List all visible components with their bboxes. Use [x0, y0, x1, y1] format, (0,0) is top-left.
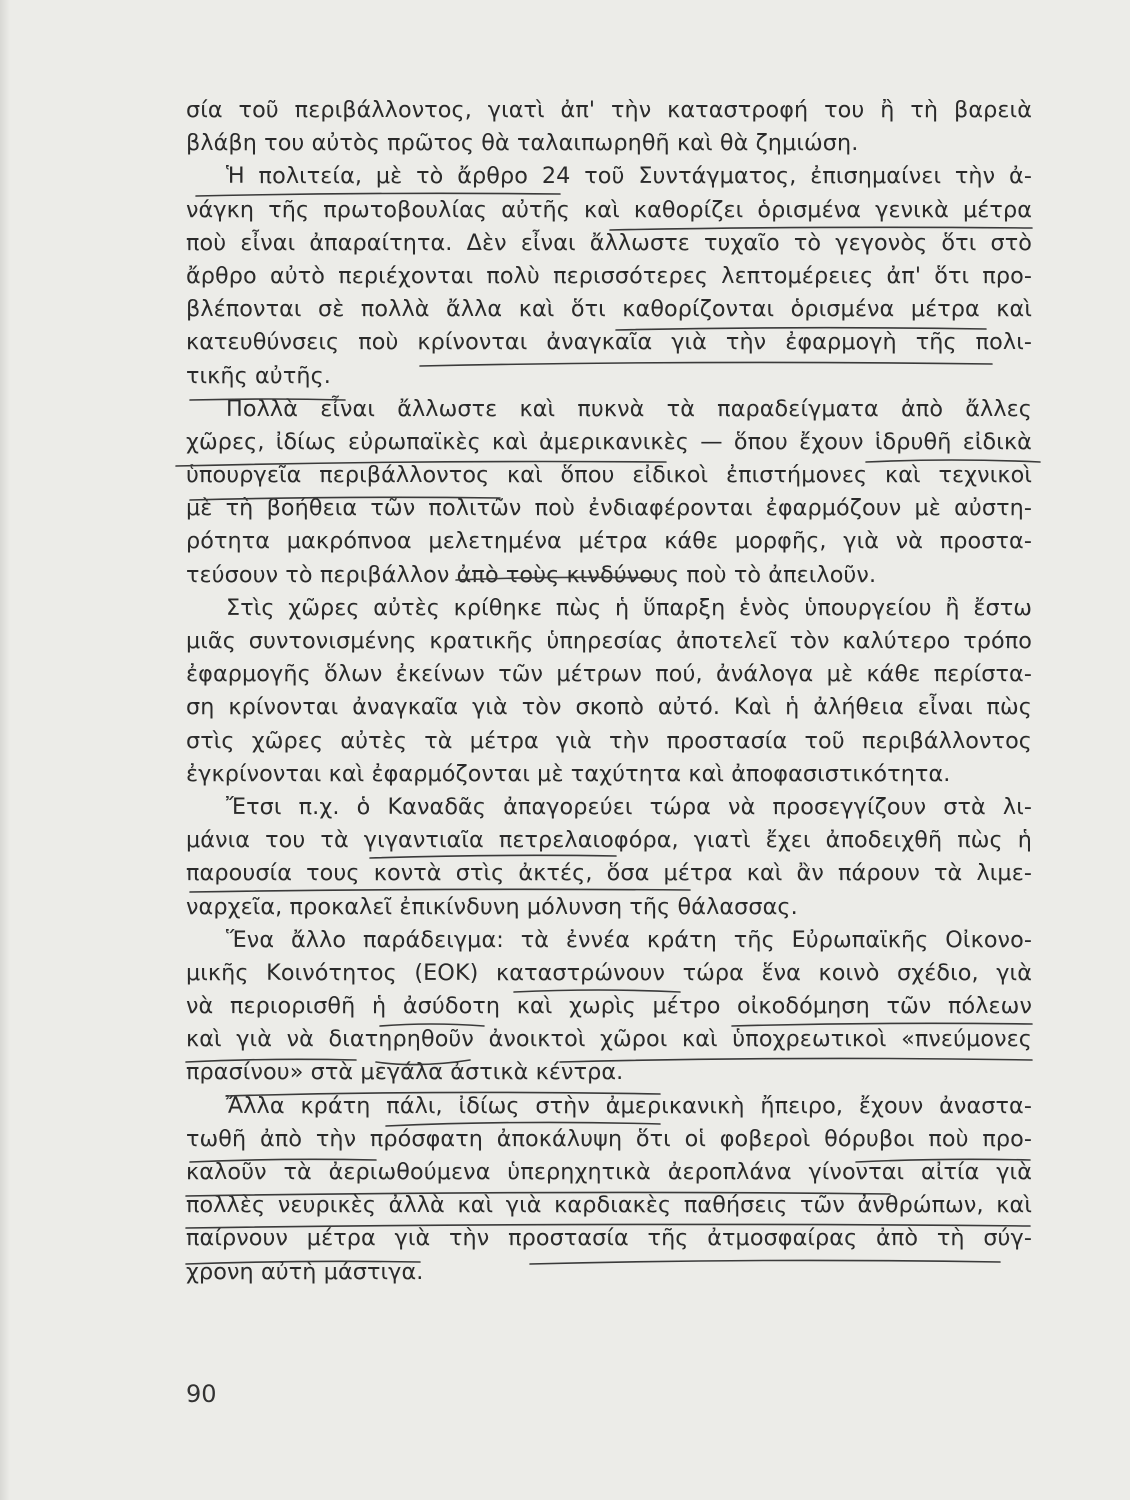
text-line: παίρνουν μέτρα γιὰ τὴν προστασία τῆς ἀτμοσφαίρας ἀπὸ τὴ σύγ- [186, 1225, 1032, 1252]
text-line: μάνια του τὰ γιγαντιαῖα πετρελαιοφόρα, γιατὶ ἔχει ἀποδειχθῆ πὼς ἡ [186, 827, 1032, 854]
paragraph-5 [186, 791, 1032, 924]
text-line: κατευθύνσεις ποὺ κρίνονται ἀναγκαῖα γιὰ τὴν ἐφαρμογὴ τῆς πολι- [186, 329, 1032, 356]
text-line: ἐφαρμογῆς ὅλων ἐκείνων τῶν μέτρων πού, ἀνάλογα μὲ κάθε περίστα- [186, 661, 1032, 688]
paragraph-7 [186, 1090, 1032, 1289]
text-line: νὰ περιορισθῆ ἡ ἀσύδοτη καὶ χωρὶς μέτρο οἰκοδόμηση τῶν πόλεων [186, 993, 1032, 1020]
text-line: μὲ τὴ βοήθεια τῶν πολιτῶν ποὺ ἐνδιαφέρονται ἐφαρμόζουν μὲ αὐστη- [186, 495, 1032, 522]
text-line: ἄρθρο αὐτὸ περιέχονται πολὺ περισσότερες λεπτομέρειες ἀπ' ὅτι προ- [186, 262, 1032, 289]
text-line: παρουσία τους κοντὰ στὶς ἀκτές, ὅσα μέτρα καὶ ἂν πάρουν τὰ λιμε- [186, 860, 1032, 887]
text-line: ὑπουργεῖα περιβάλλοντος καὶ ὅπου εἰδικοὶ ἐπιστήμονες καὶ τεχνικοὶ [186, 462, 1032, 489]
text-line: πολλὲς νευρικὲς ἀλλὰ καὶ γιὰ καρδιακὲς παθήσεις τῶν ἀνθρώπων, καὶ [186, 1192, 1032, 1219]
text-line: Στὶς χῶρες αὐτὲς κρίθηκε πὼς ἡ ὕπαρξη ἑνὸς ὑπουργείου ἢ ἔστω [226, 594, 1032, 621]
text-line: μιᾶς συντονισμένης κρατικῆς ὑπηρεσίας ἀποτελεῖ τὸν καλύτερο τρόπο [186, 628, 1032, 654]
text-line: ποὺ εἶναι ἀπαραίτητα. Δὲν εἶναι ἄλλωστε τυχαῖο τὸ γεγονὸς ὅτι στὸ [186, 229, 1032, 256]
paragraph-3 [186, 393, 1032, 592]
text-line: Ἡ πολιτεία, μὲ τὸ ἄρθρο 24 τοῦ Συντάγματος, ἐπισημαίνει τὴν ἀ- [226, 163, 1032, 190]
text-line: Ἕνα ἄλλο παράδειγμα: τὰ ἐννέα κράτη τῆς Εὐρωπαϊκῆς Οἰκονο- [226, 926, 1032, 953]
text-line: βλάβη του αὐτὸς πρῶτος θὰ ταλαιπωρηθῆ καὶ θὰ ζημιώση. [186, 130, 859, 157]
text-line: τωθῆ ἀπὸ τὴν πρόσφατη ἀποκάλυψη ὅτι οἱ φοβεροὶ θόρυβοι ποὺ προ- [186, 1125, 1032, 1152]
text-line: πρασίνου» στὰ μεγάλα ἀστικὰ κέντρα. [186, 1059, 624, 1086]
text-line: ἐγκρίνονται καὶ ἐφαρμόζονται μὲ ταχύτητα καὶ ἀποφασιστικότητα. [186, 760, 951, 787]
text-line: σία τοῦ περιβάλλοντος, γιατὶ ἀπ' τὴν καταστροφή του ἢ τὴ βαρειὰ [186, 97, 1032, 123]
body-text [186, 94, 1032, 1289]
text-line: Πολλὰ εἶναι ἄλλωστε καὶ πυκνὰ τὰ παραδείγματα ἀπὸ ἄλλες [226, 395, 1032, 422]
text-line: ση κρίνονται ἀναγκαῖα γιὰ τὸν σκοπὸ αὐτό. Καὶ ἡ ἀλήθεια εἶναι πὼς [186, 694, 1032, 721]
paragraph-6 [186, 924, 1032, 1090]
text-line: ρότητα μακρόπνοα μελετημένα μέτρα κάθε μορφῆς, γιὰ νὰ προστα- [186, 528, 1032, 555]
text-line: νάγκη τῆς πρωτοβουλίας αὐτῆς καὶ καθορίζει ὁρισμένα γενικὰ μέτρα [186, 196, 1032, 223]
text-line: ναρχεῖα, προκαλεῖ ἐπικίνδυνη μόλυνση τῆς θάλασσας. [186, 893, 798, 920]
text-line: καλοῦν τὰ ἀεριωθούμενα ὑπερηχητικὰ ἀεροπλάνα γίνονται αἰτία γιὰ [186, 1159, 1032, 1185]
text-line: στὶς χῶρες αὐτὲς τὰ μέτρα γιὰ τὴν προστασία τοῦ περιβάλλοντος [186, 727, 1032, 754]
text-line: καὶ γιὰ νὰ διατηρηθοῦν ἀνοικτοὶ χῶροι καὶ ὑποχρεωτικοὶ «πνεύμονες [186, 1026, 1032, 1053]
text-line: τικῆς αὐτῆς. [186, 362, 331, 389]
text-line: Ἔτσι π.χ. ὁ Καναδᾶς ἀπαγορεύει τώρα νὰ προσεγγίζουν στὰ λι- [226, 793, 1032, 820]
scan-shadow-edge [0, 0, 10, 1500]
paragraph-2 [186, 160, 1032, 392]
text-line: Ἄλλα κράτη πάλι, ἰδίως στὴν ἀμερικανικὴ ἤπειρο, ἔχουν ἀναστα- [226, 1092, 1032, 1119]
text-line: χρονη αὐτὴ μάστιγα. [186, 1258, 424, 1285]
text-line: χῶρες, ἰδίως εὐρωπαϊκὲς καὶ ἀμερικανικὲς — ὅπου ἔχουν ἱδρυθῆ εἰδικὰ [186, 428, 1032, 455]
text-line: τεύσουν τὸ περιβάλλον ἀπὸ τοὺς κινδύνους ποὺ τὸ ἀπειλοῦν. [186, 561, 877, 588]
text-line: βλέπονται σὲ πολλὰ ἄλλα καὶ ὅτι καθορίζονται ὁρισμένα μέτρα καὶ [186, 296, 1032, 323]
paragraph-4 [186, 592, 1032, 791]
page-number: 90 [186, 1380, 217, 1408]
paragraph-1 [186, 94, 1032, 160]
text-line: μικῆς Κοινότητος (ΕΟΚ) καταστρώνουν τώρα ἕνα κοινὸ σχέδιο, γιὰ [186, 959, 1032, 986]
